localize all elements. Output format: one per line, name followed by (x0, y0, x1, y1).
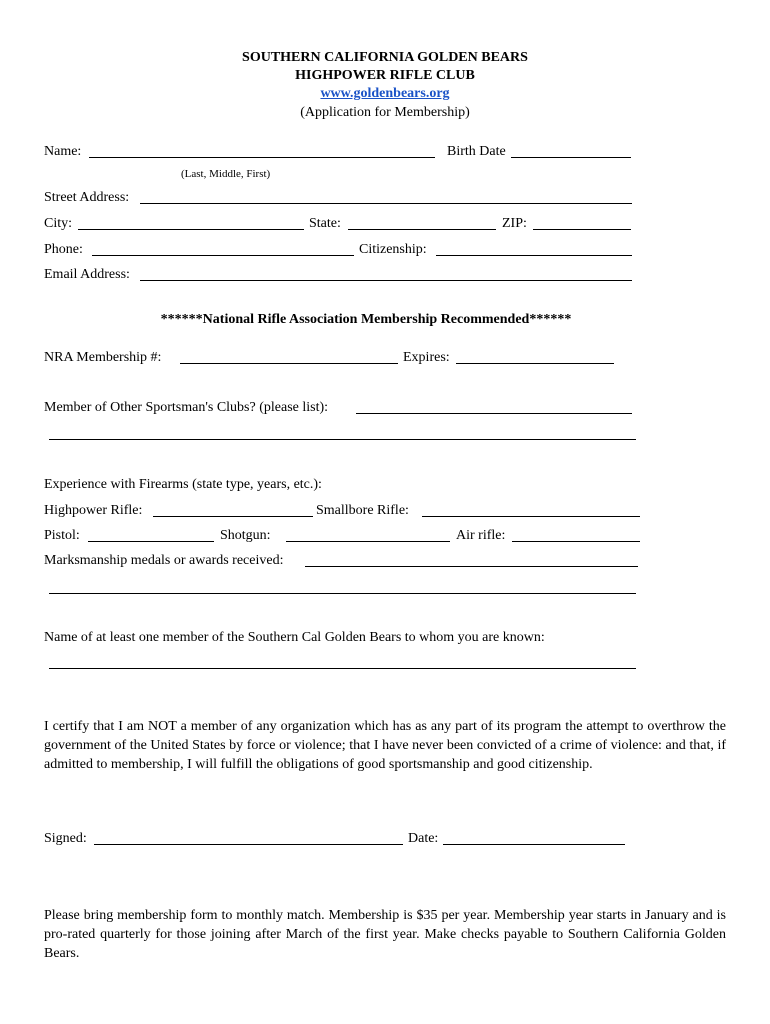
state-field[interactable] (348, 229, 496, 230)
website-link-row (0, 85, 770, 102)
phone-label: Phone: (44, 242, 83, 257)
email-field[interactable] (140, 280, 632, 281)
form-subtitle: (Application for Membership) (300, 105, 470, 120)
website-link[interactable]: www.goldenbears.org (320, 86, 450, 101)
signature-date-label: Date: (408, 831, 439, 846)
form-title-line2: HIGHPOWER RIFLE CLUB (295, 68, 475, 83)
name-field[interactable] (89, 157, 435, 158)
highpower-rifle-label: Highpower Rifle: (44, 503, 143, 518)
nra-expires-label: Expires: (403, 350, 450, 365)
smallbore-rifle-field[interactable] (422, 516, 640, 517)
nra-membership-field[interactable] (180, 363, 398, 364)
medals-field-line2[interactable] (49, 593, 636, 594)
zip-field[interactable] (533, 229, 631, 230)
nra-expires-field[interactable] (456, 363, 614, 364)
citizenship-label: Citizenship: (359, 242, 427, 257)
name-format-hint: (Last, Middle, First) (181, 168, 271, 180)
nra-banner: ******National Rifle Association Membership Recommended****** (160, 312, 572, 327)
state-label: State: (309, 216, 341, 231)
form-title-line1: SOUTHERN CALIFORNIA GOLDEN BEARS (242, 50, 528, 65)
street-address-label: Street Address: (44, 190, 130, 205)
signature-date-field[interactable] (443, 844, 625, 845)
nra-membership-label: NRA Membership #: (44, 350, 162, 365)
other-clubs-field-line2[interactable] (49, 439, 636, 440)
reference-member-label: Name of at least one member of the Southern Cal Golden Bears to whom you are known: (44, 630, 545, 645)
other-clubs-label: Member of Other Sportsman's Clubs? (please list): (44, 400, 329, 415)
city-field[interactable] (78, 229, 304, 230)
zip-label: ZIP: (502, 216, 527, 231)
experience-heading: Experience with Firearms (state type, years, etc.): (44, 477, 322, 492)
reference-member-field[interactable] (49, 668, 636, 669)
birth-date-label: Birth Date (447, 144, 506, 159)
air-rifle-label: Air rifle: (456, 528, 506, 543)
highpower-rifle-field[interactable] (153, 516, 313, 517)
city-label: City: (44, 216, 73, 231)
citizenship-field[interactable] (436, 255, 632, 256)
email-label: Email Address: (44, 267, 130, 282)
name-label: Name: (44, 144, 82, 159)
air-rifle-field[interactable] (512, 541, 640, 542)
pistol-field[interactable] (88, 541, 214, 542)
medals-label: Marksmanship medals or awards received: (44, 553, 284, 568)
certification-statement: I certify that I am NOT a member of any organization which has as any part of its program the attempt to overthrow the government of the United States by force or violence; that I have never been convicted of a crime of violence: and that, if admitted to membership, I will fulfill the obligations of good sportsmanship and good citizenship. (44, 719, 726, 772)
street-address-field[interactable] (140, 203, 632, 204)
medals-field[interactable] (305, 566, 638, 567)
shotgun-label: Shotgun: (220, 528, 271, 543)
smallbore-rifle-label: Smallbore Rifle: (316, 503, 409, 518)
shotgun-field[interactable] (286, 541, 450, 542)
signature-field[interactable] (94, 844, 403, 845)
birth-date-field[interactable] (511, 157, 631, 158)
pistol-label: Pistol: (44, 528, 80, 543)
signed-label: Signed: (44, 831, 87, 846)
footer-instructions: Please bring membership form to monthly match. Membership is $35 per year. Membership year starts in January and is pro-rated quarterly for those joining after March of the first year. Make checks payable to Southern California Golden Bears. (44, 908, 726, 961)
phone-field[interactable] (92, 255, 354, 256)
other-clubs-field[interactable] (356, 413, 632, 414)
